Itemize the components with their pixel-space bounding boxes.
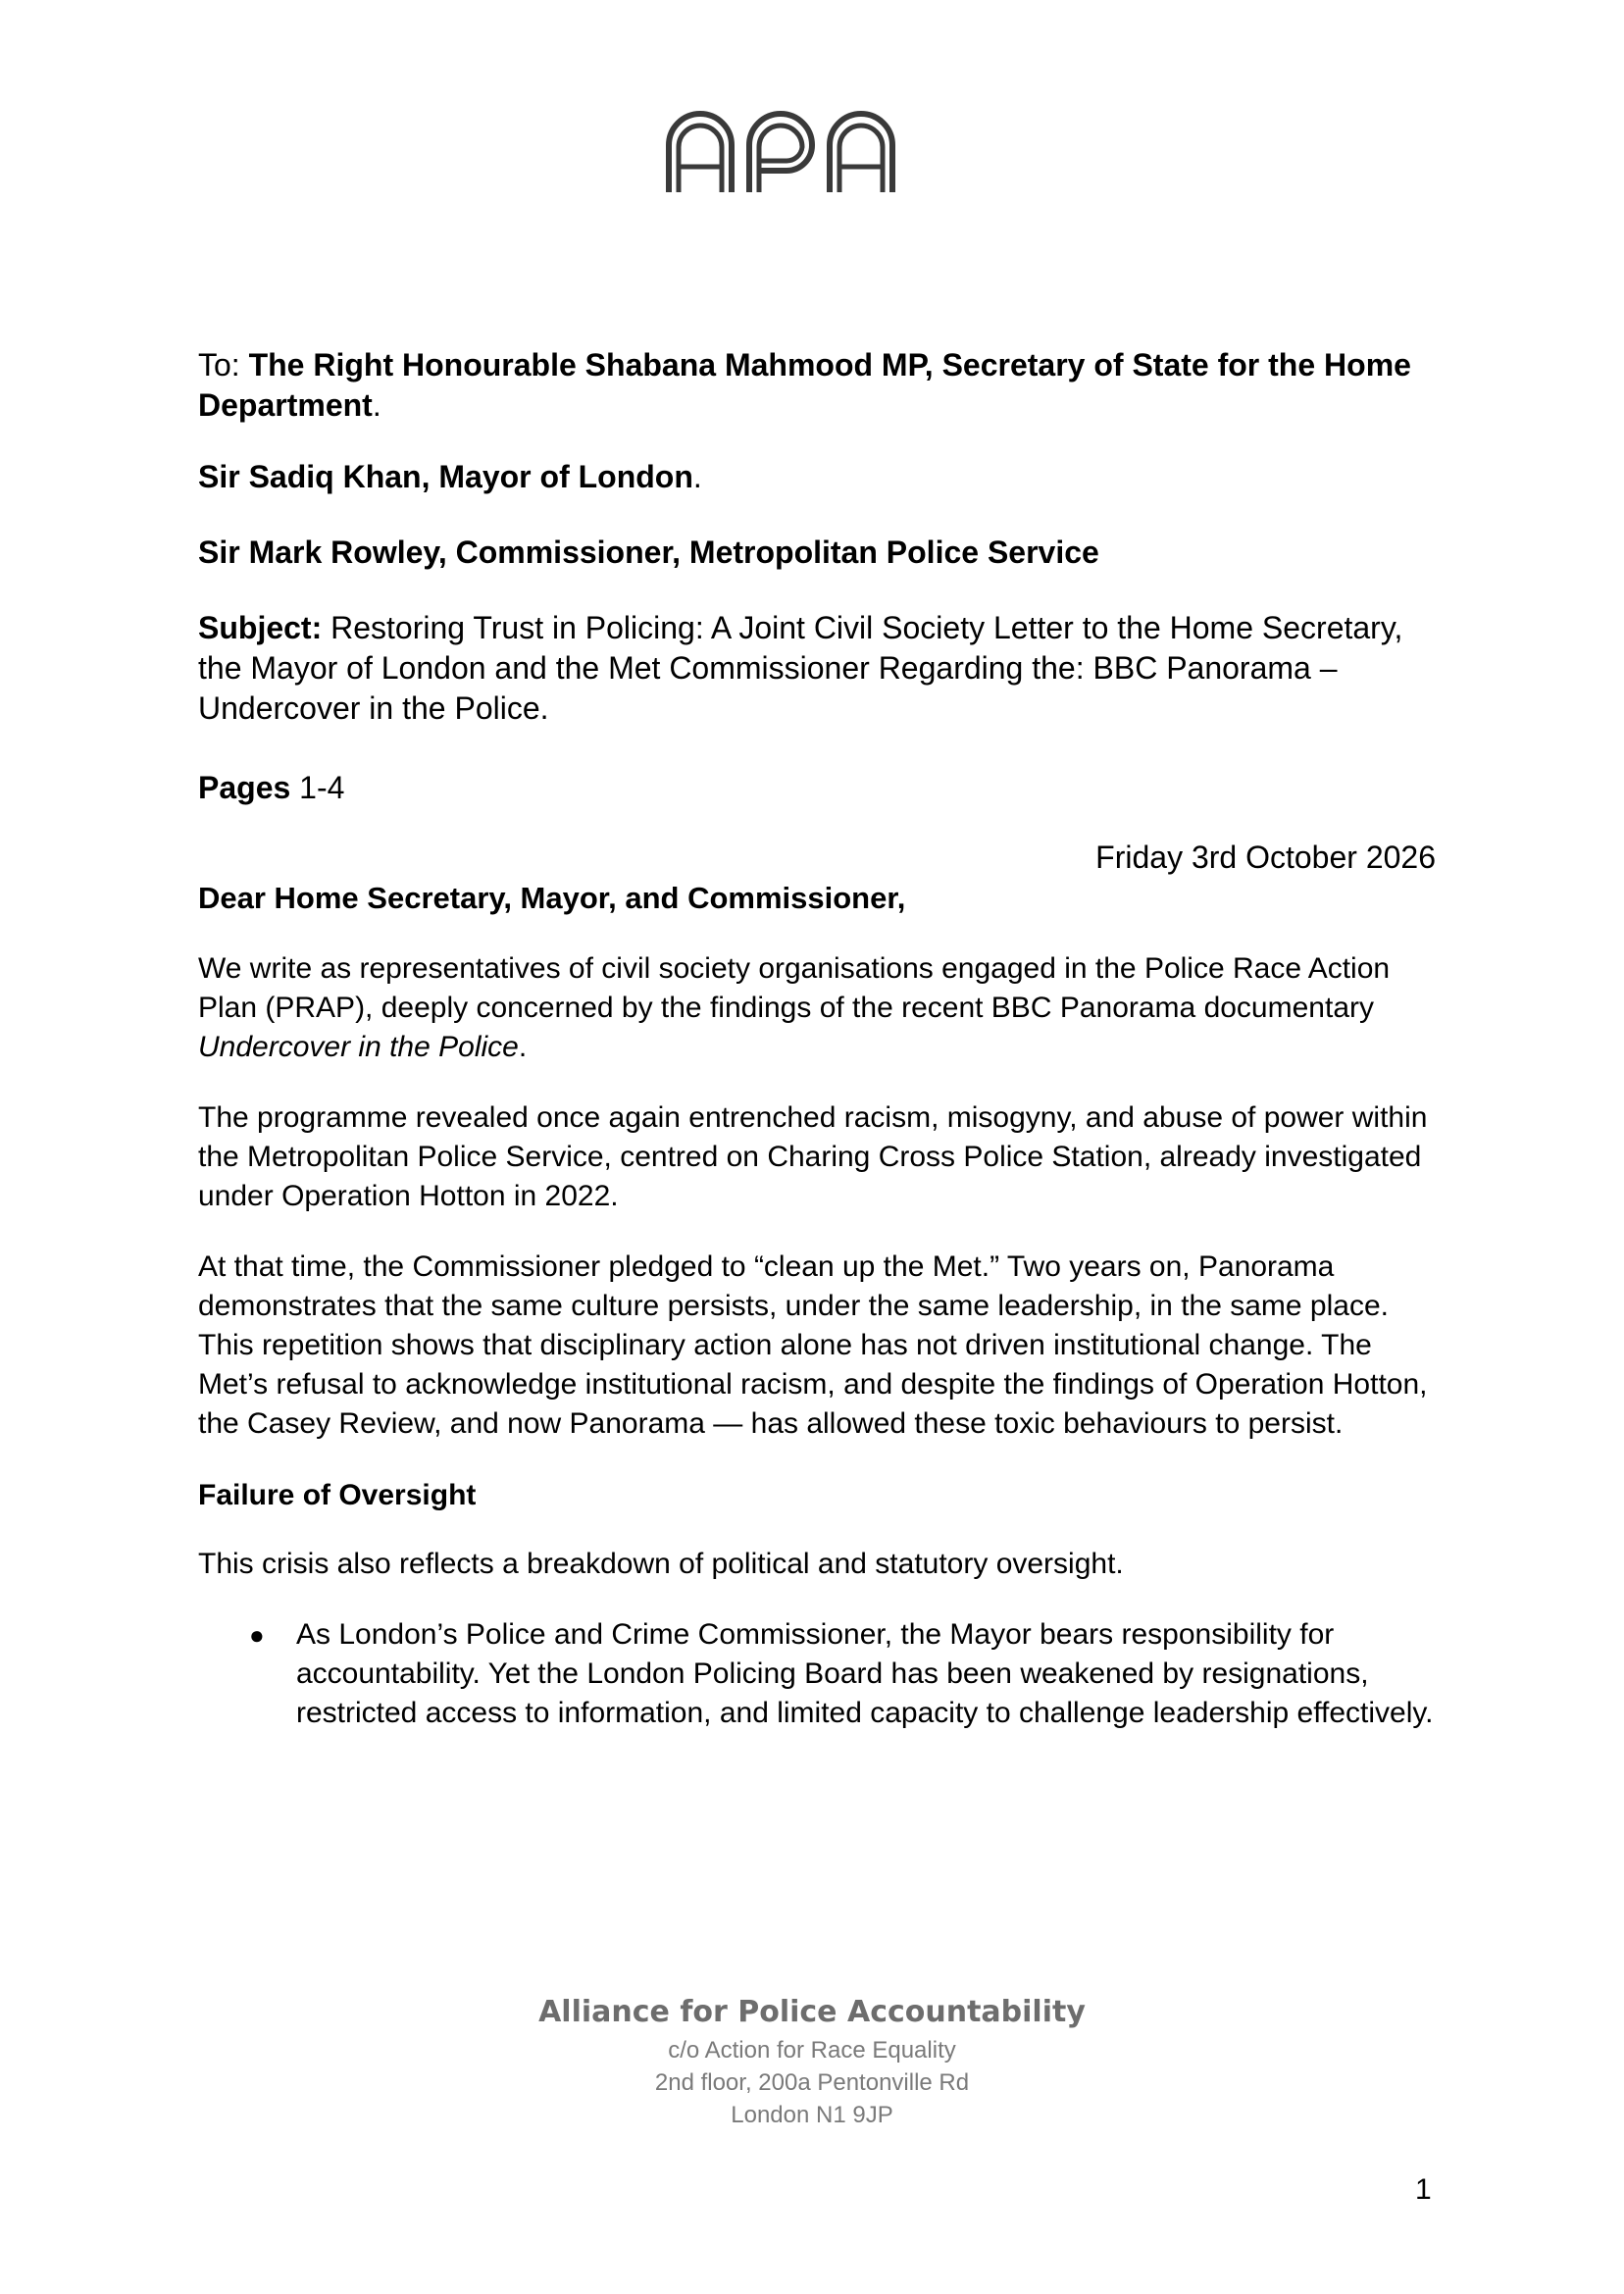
pages-value: 1-4 — [290, 770, 345, 805]
letter-date: Friday 3rd October 2026 — [1095, 840, 1436, 875]
subject-text: Restoring Trust in Policing: A Joint Civil Society Letter to the Home Secretary, the Mayor of London and the Met Commissioner Regarding the: BBC Panorama – Undercover in the Police. — [198, 610, 1403, 726]
paragraph-2: The programme revealed once again entrenched racism, misogyny, and abuse of power within the Metropolitan Police Service, centred on Charing Cross Police Station, already investigated under Operation Hotton in 2022. — [198, 1101, 1428, 1212]
paragraph-1-end: . — [518, 1031, 528, 1063]
section-heading: Failure of Oversight — [198, 1479, 477, 1511]
footer-address-line-3: London N1 9JP — [731, 2102, 893, 2128]
letter-body — [198, 345, 1436, 1733]
documentary-title: Undercover in the Police — [198, 1031, 519, 1063]
subject-line — [198, 608, 1436, 729]
recipient-2 — [198, 457, 1436, 497]
paragraph-1-text: We write as representatives of civil society organisations engaged in the Police Race Action Plan (PRAP), deeply concerned by the findings of the recent BBC Panorama documentary — [198, 952, 1391, 1024]
recipient-1 — [198, 345, 1436, 426]
recipient-3: Sir Mark Rowley, Commissioner, Metropolitan Police Service — [198, 535, 1099, 570]
recipient-2-name: Sir Sadiq Khan, Mayor of London — [198, 459, 693, 494]
page-number: 1 — [1415, 2173, 1432, 2206]
pages-label: Pages — [198, 770, 291, 805]
recipient-2-suffix: . — [692, 459, 702, 494]
footer-address-line-2: 2nd floor, 200a Pentonville Rd — [654, 2069, 970, 2096]
bullet-icon: ● — [249, 1620, 265, 1650]
footer-address-line-1: c/o Action for Race Equality — [668, 2037, 956, 2064]
subject-label: Subject: — [198, 610, 323, 645]
bullet-text: As London’s Police and Crime Commissioner, the Mayor bears responsibility for accountability. Yet the London Policing Board has been weakened by resignations, restricted access to information, and limited capacity to challenge leadership effectively. — [296, 1618, 1434, 1729]
salutation: Dear Home Secretary, Mayor, and Commissioner, — [198, 881, 906, 915]
recipient-1-suffix: . — [372, 387, 381, 423]
paragraph-1 — [198, 949, 1436, 1067]
paragraph-4: This crisis also reflects a breakdown of political and statutory oversight. — [198, 1548, 1124, 1580]
recipient-prefix: To: — [198, 347, 249, 382]
recipient-1-name: The Right Honourable Shabana Mahmood MP, Secretary of State for the Home Department — [198, 347, 1411, 423]
pages-line — [198, 768, 1436, 808]
paragraph-3: At that time, the Commissioner pledged to “clean up the Met.” Two years on, Panorama demonstrates that the same culture persists, under the same leadership, in the same place. This repetition shows that disciplinary action alone has not driven institutional change. The Met’s refusal to acknowledge institutional racism, and despite the findings of Operation Hotton, the Casey Review, and now Panorama — has allowed these toxic behaviours to persist. — [198, 1250, 1428, 1440]
footer-org-name: Alliance for Police Accountability — [538, 1995, 1086, 2029]
letter-footer — [0, 1991, 1624, 2131]
list-item — [198, 1615, 1436, 1733]
apa-logo — [663, 110, 904, 194]
bullet-list — [198, 1615, 1436, 1733]
